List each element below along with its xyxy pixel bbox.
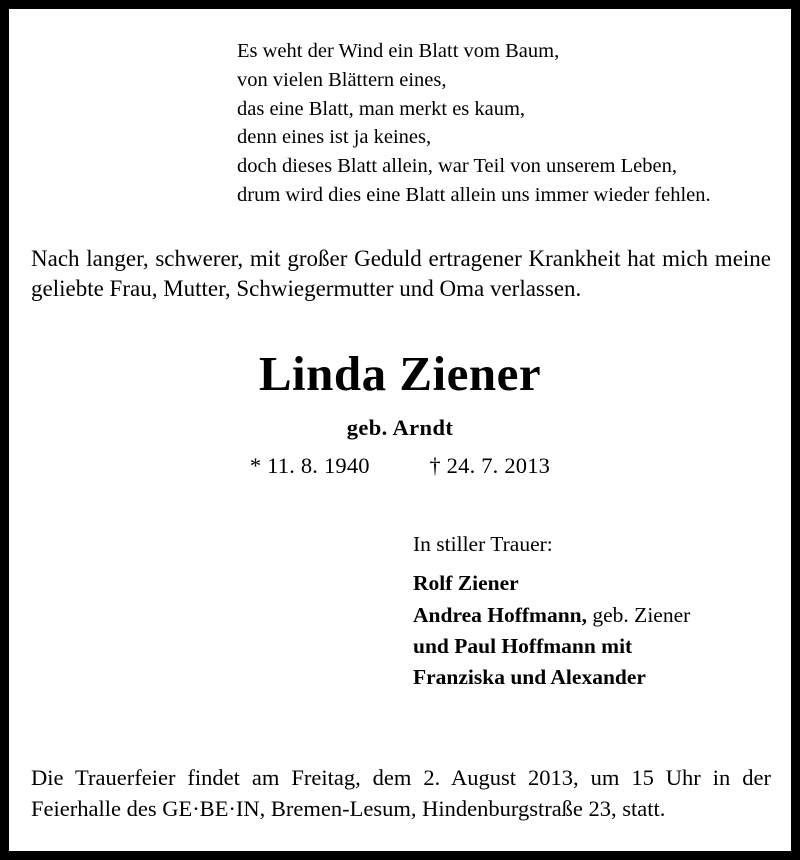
- mourner-line: [413, 631, 791, 662]
- mourner-name: und Paul Hoffmann mit: [413, 634, 633, 659]
- intro-paragraph: Nach langer, schwerer, mit großer Geduld ertragener Krankheit hat mich meine geliebte Frau, Mutter, Schwiegermutter und Oma verlassen.: [31, 245, 771, 302]
- service-paragraph: Die Trauerfeier findet am Freitag, dem 2. August 2013, um 15 Uhr in der Feierhalle des GE·BE·IN, Bremen-Lesum, Hindenburgstraße 23, statt.: [31, 765, 771, 821]
- poem-line: das eine Blatt, man merkt es kaum,: [237, 97, 526, 120]
- poem-block: [9, 9, 791, 210]
- mourner-line: [413, 568, 791, 599]
- mourner-suffix: geb. Ziener: [587, 602, 691, 627]
- poem-line: doch dieses Blatt allein, war Teil von unserem Leben,: [237, 155, 677, 178]
- mourner-name: Andrea Hoffmann,: [413, 602, 588, 627]
- deceased-dates: [9, 441, 791, 479]
- poem-line: von vielen Blättern eines,: [237, 68, 447, 91]
- mourner-line: [413, 600, 791, 631]
- deceased-maiden-name: geb. Arndt: [346, 414, 454, 440]
- obituary-notice: [9, 9, 791, 851]
- poem-line: drum wird dies eine Blatt allein uns immer wieder fehlen.: [237, 183, 711, 206]
- mourners-block: [9, 479, 791, 694]
- deceased-block: [9, 305, 791, 479]
- poem-line: Es weht der Wind ein Blatt vom Baum,: [237, 40, 560, 62]
- mourning-lead: In stiller Trauer:: [413, 531, 553, 556]
- deceased-name: Linda Ziener: [258, 345, 542, 401]
- birth-date: * 11. 8. 1940: [249, 452, 370, 478]
- mourner-name: Rolf Ziener: [413, 571, 519, 596]
- death-date: † 24. 7. 2013: [429, 452, 551, 478]
- poem-line: denn eines ist ja keines,: [237, 126, 432, 149]
- mourner-line: [413, 662, 791, 693]
- mourner-name: Franziska und Alexander: [413, 665, 646, 690]
